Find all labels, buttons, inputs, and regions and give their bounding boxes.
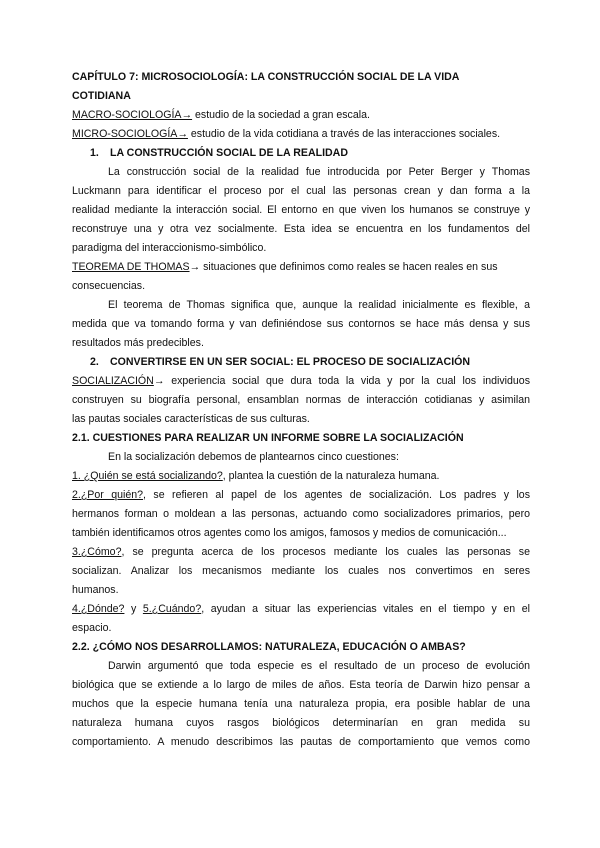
section-1-title: LA CONSTRUCCIÓN SOCIAL DE LA REALIDAD (110, 147, 348, 159)
socializacion-text: → experiencia social que dura toda la vida y por la cual los individuos (153, 375, 530, 387)
socializacion-term: SOCIALIZACIÓN (72, 375, 154, 387)
question-4-5-joiner: y (124, 603, 143, 615)
chapter-title-line-1: CAPÍTULO 7: MICROSOCIOLOGÍA: LA CONSTRUCCIÓN SOCIAL DE LA VIDA (72, 71, 460, 83)
definition-micro (72, 125, 530, 144)
macro-text: estudio de la sociedad a gran escala. (192, 109, 370, 121)
section-2-1-heading: 2.1. CUESTIONES PARA REALIZAR UN INFORME SOBRE LA SOCIALIZACIÓN (72, 432, 464, 444)
paragraph-line: las pautas sociales características de sus culturas. (72, 413, 310, 425)
paragraph-line: medida que va tomando forma y van definiéndose sus contornos se hace más densa y sus (72, 318, 530, 330)
paragraph-line: realidad mediante la interacción social. El entorno en que viven los humanos se construye y (72, 204, 530, 216)
thomas-term: TEOREMA DE THOMAS (72, 261, 190, 273)
definition-macro (72, 106, 530, 125)
section-2-heading (72, 353, 530, 372)
question-2-text: , se refieren al papel de los agentes de socialización. Los padres y los (143, 489, 530, 501)
paragraph-line: reconstruye una y otra vez socialmente. Esta idea se encuentra en los fundamentos del (72, 223, 530, 235)
paragraph-line: consecuencias. (72, 280, 146, 292)
section-1-heading (72, 144, 530, 163)
question-1 (72, 467, 530, 486)
paragraph-line: biológica que se extiende a lo largo de miles de años. Esta teoría de Darwin hizo pensar a (72, 679, 530, 691)
paragraph-line: socializan. Analizar los mecanismos mediante los cuales nos convertimos en seres (72, 565, 530, 577)
paragraph-line: también identificamos otros agentes como los amigos, famosos y medios de comunicación... (72, 527, 507, 539)
document-page (72, 68, 530, 752)
micro-text: estudio de la vida cotidiana a través de las interacciones sociales. (187, 128, 501, 140)
question-4-5-text: , ayudan a situar las experiencias vitales en el tiempo y en el (201, 603, 530, 615)
section-1-number: 1. (90, 147, 99, 159)
question-2 (72, 486, 530, 505)
definition-socializacion (72, 372, 530, 391)
paragraph-line: comportamiento. A menudo describimos las pautas de comportamiento que vemos como (72, 736, 530, 748)
question-1-text: , plantea la cuestión de la naturaleza humana. (222, 470, 440, 482)
question-1-term: 1. ¿Quién se está socializando? (72, 470, 223, 482)
paragraph-line: La construcción social de la realidad fue introducida por Peter Berger y Thomas (108, 166, 530, 178)
section-2-2-heading: 2.2. ¿CÓMO NOS DESARROLLAMOS: NATURALEZA, EDUCACIÓN O AMBAS? (72, 641, 466, 653)
chapter-title-line-2: COTIDIANA (72, 90, 131, 102)
paragraph-line: espacio. (72, 622, 112, 634)
paragraph-line: Luckmann para identificar el proceso por el cual las personas crean y dan forma a la (72, 185, 530, 197)
micro-term: MICRO-SOCIOLOGÍA→ (72, 128, 188, 140)
section-2-title: CONVERTIRSE EN UN SER SOCIAL: EL PROCESO DE SOCIALIZACIÓN (110, 356, 471, 368)
question-4-5 (72, 600, 530, 619)
question-5-term: 5.¿Cuándo? (142, 603, 202, 615)
paragraph-line: humanos. (72, 584, 119, 596)
definition-thomas (72, 258, 530, 277)
question-2-term: 2.¿Por quién? (72, 489, 144, 501)
paragraph-line: construyen su biografía personal, ensamblan normas de interacción cotidianas y asimilan (72, 394, 530, 406)
question-3-term: 3.¿Cómo? (72, 546, 122, 558)
question-4-term: 4.¿Dónde? (72, 603, 125, 615)
section-2-number: 2. (90, 356, 99, 368)
paragraph-line: muchos que la especie humana tenía una naturaleza propia, era posible hablar de una (72, 698, 530, 710)
macro-term: MACRO-SOCIOLOGÍA→ (72, 109, 193, 121)
question-3-text: , se pregunta acerca de los procesos mediante los cuales las personas se (121, 546, 530, 558)
paragraph-line: hermanos forman o moldean a las personas, actuando como socializadores primarios, pero (72, 508, 530, 520)
paragraph-line: paradigma del interaccionismo-simbólico. (72, 242, 267, 254)
question-3 (72, 543, 530, 562)
paragraph-line: En la socialización debemos de plantearnos cinco cuestiones: (108, 451, 399, 463)
paragraph-line: resultados más predecibles. (72, 337, 204, 349)
thomas-text: → situaciones que definimos como reales se hacen reales en sus (189, 261, 498, 273)
paragraph-line: Darwin argumentó que toda especie es el resultado de un proceso de evolución (108, 660, 530, 672)
paragraph-line: naturaleza humana cuyos rasgos biológicos determinarían en gran medida su (72, 717, 530, 729)
paragraph-line: El teorema de Thomas significa que, aunque la realidad inicialmente es flexible, a (108, 299, 530, 311)
